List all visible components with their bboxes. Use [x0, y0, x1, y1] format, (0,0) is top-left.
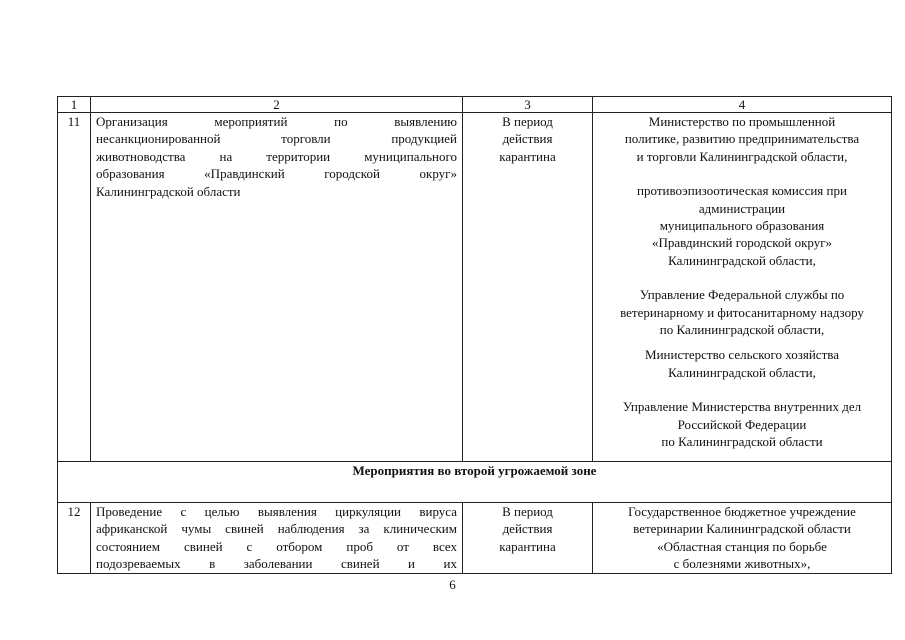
responsible-line: ветеринарному и фитосанитарному надзору [620, 304, 864, 320]
header-col-4: 4 [593, 97, 892, 113]
header-col-2: 2 [91, 97, 463, 113]
responsible-line: и торговли Калининградской области, [636, 148, 848, 164]
period-line: В период [502, 504, 553, 519]
responsible-line: Калининградской области, [668, 252, 816, 268]
responsible-line: по Калининградской области, [659, 322, 825, 338]
period-line: карантина [499, 148, 556, 164]
period-line: действия [502, 521, 553, 537]
responsible-line: «Областная станция по борьбе [657, 538, 827, 554]
responsible-block [598, 346, 886, 381]
responsible-line: Министерство по промышленной [648, 114, 836, 129]
table-row [58, 113, 892, 462]
row-number: 11 [58, 113, 91, 462]
description-line: подозреваемых в заболевании свиней и их [96, 556, 457, 572]
responsible-line: Российской Федерации [677, 416, 807, 432]
responsible-line: администрации [698, 200, 786, 216]
header-col-3: 3 [463, 97, 593, 113]
responsible-line: противоэпизоотическая комиссия при [637, 183, 847, 199]
measure-period [463, 113, 593, 462]
row-number: 12 [58, 503, 91, 574]
section-row [58, 462, 892, 503]
measures-table [57, 96, 892, 574]
description-line: Калининградской области [96, 183, 241, 199]
responsible-line: Управление Федеральной службы по [639, 287, 845, 303]
description-line: несанкционированной торговли продукцией [96, 131, 457, 147]
responsible-block [598, 398, 886, 450]
responsible-line: по Калининградской области [661, 434, 823, 450]
responsible-line: Министерство сельского хозяйства [645, 347, 839, 363]
measure-period [463, 503, 593, 574]
responsible-line: Управление Министерства внутренних дел [622, 399, 862, 415]
responsible-block [598, 286, 886, 338]
responsible-line: Калининградской области, [668, 364, 816, 380]
description-line: Организация мероприятий по выявлению [96, 114, 457, 129]
responsible-block [598, 182, 886, 269]
measure-description [91, 113, 463, 462]
table-row [58, 503, 892, 574]
section-title: Мероприятия во второй угрожаемой зоне [58, 462, 892, 503]
responsible-line: политике, развитию предпринимательства [624, 131, 860, 147]
description-line: животноводства на территории муниципального [96, 148, 457, 164]
table-header-row [58, 97, 892, 113]
responsible-block [598, 113, 886, 165]
description-line: Проведение с целью выявления циркуляции вируса [96, 504, 457, 519]
responsible-line: муниципального образования [659, 218, 825, 234]
responsible-line: «Правдинский городской округ» [651, 235, 833, 251]
period-line: В период [502, 114, 553, 129]
description-line: образования «Правдинский городской округ» [96, 166, 457, 182]
period-line: карантина [499, 538, 556, 554]
responsible-line: ветеринарии Калининградской области [633, 521, 851, 537]
responsible-line: Государственное бюджетное учреждение [628, 504, 856, 519]
description-line: состоянием свиней с отбором проб от всех [96, 538, 457, 554]
measure-description [91, 503, 463, 574]
measure-responsible [593, 113, 892, 462]
responsible-line: с болезнями животных», [673, 556, 811, 572]
description-line: африканской чумы свиней наблюдения за клиническим [96, 521, 457, 537]
header-col-1: 1 [58, 97, 91, 113]
page-number: 6 [449, 577, 456, 592]
period-line: действия [502, 131, 553, 147]
measure-responsible [593, 503, 892, 574]
